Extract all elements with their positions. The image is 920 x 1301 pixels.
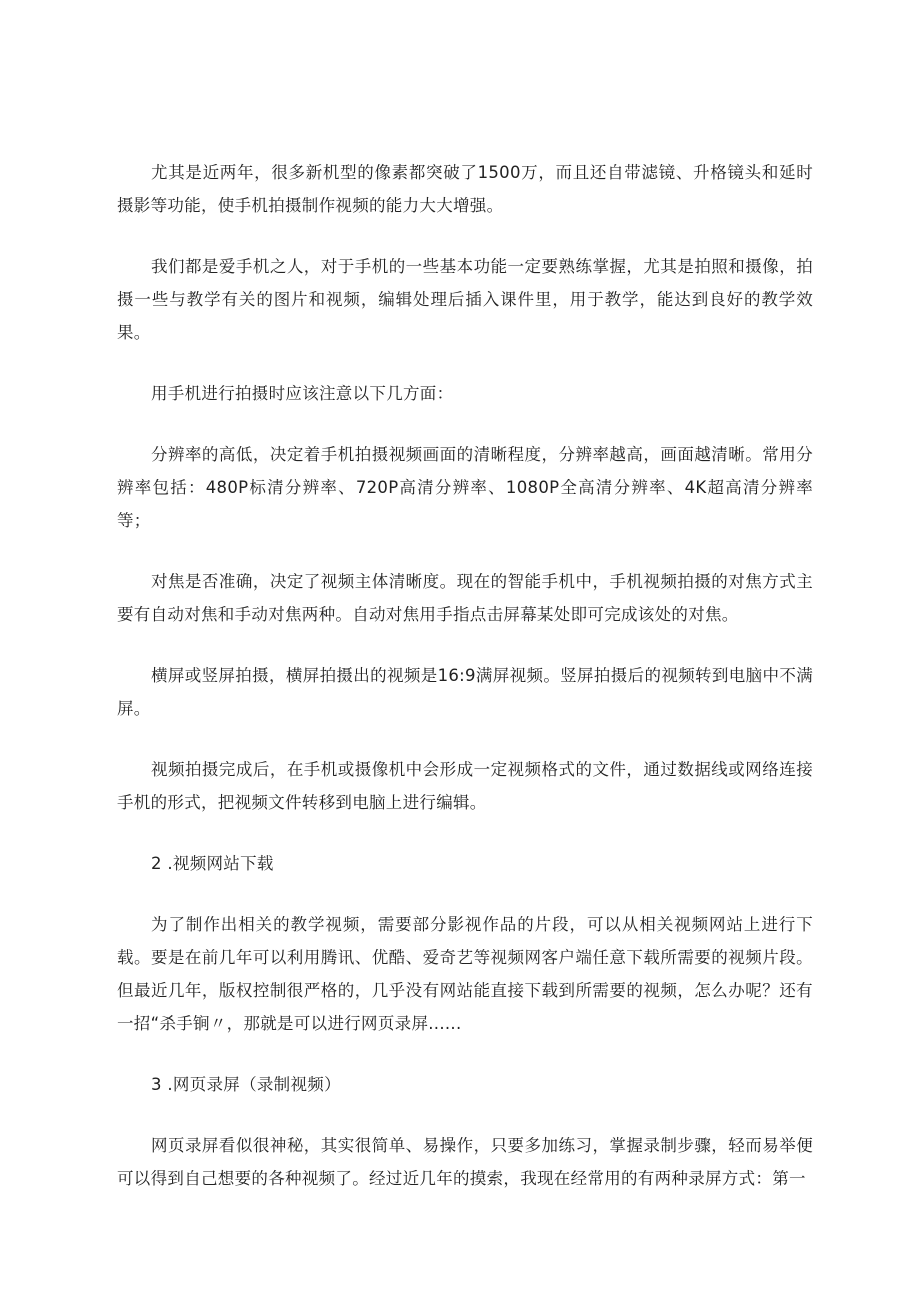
paragraph-focus: 对焦是否准确，决定了视频主体清晰度。现在的智能手机中，手机视频拍摄的对焦方式主要有自动对焦和手动对焦两种。自动对焦用手指点击屏幕某处即可完成该处的对焦。	[117, 572, 813, 624]
paragraph-download: 为了制作出相关的教学视频，需要部分影视作品的片段，可以从相关视频网站上进行下载。要是在前几年可以利用腾讯、优酷、爱奇艺等视频网客户端任意下载所需要的视频片段。但最近几年，版权控制很严格的，几乎没有网站能直接下载到所需要的视频，怎么办呢？还有一招“杀手锏〃，那就是可以进行网页录屏......	[117, 915, 813, 1033]
section-heading-video-download: 2 .视频网站下载	[151, 854, 274, 873]
paragraph-transfer: 视频拍摄完成后，在手机或摄像机中会形成一定视频格式的文件，通过数据线或网络连接手机的形式，把视频文件转移到电脑上进行编辑。	[117, 760, 813, 812]
section-heading-screen-recording: 3 .网页录屏（录制视频）	[151, 1075, 341, 1094]
paragraph-orientation: 横屏或竖屏拍摄，横屏拍摄出的视频是16:9满屏视频。竖屏拍摄后的视频转到电脑中不满屏。	[117, 666, 813, 718]
paragraph-pixel-intro: 尤其是近两年，很多新机型的像素都突破了1500万，而且还自带滤镜、升格镜头和延时摄影等功能，使手机拍摄制作视频的能力大大增强。	[117, 163, 813, 215]
paragraph-shooting-notes: 用手机进行拍摄时应该注意以下几方面：	[151, 384, 454, 403]
paragraph-resolution: 分辨率的高低，决定着手机拍摄视频画面的清晰程度，分辨率越高，画面越清晰。常用分辨率包括：480P标清分辨率、720P高清分辨率、1080P全高清分辨率、4K超高清分辨率等；	[117, 445, 813, 530]
paragraph-screen-recording: 网页录屏看似很神秘，其实很简单、易操作，只要多加练习，掌握录制步骤，轻而易举便可以得到自己想要的各种视频了。经过近几年的摸索，我现在经常用的有两种录屏方式：第一	[117, 1136, 813, 1188]
document-body	[117, 156, 813, 1223]
paragraph-phone-skills: 我们都是爱手机之人，对于手机的一些基本功能一定要熟练掌握，尤其是拍照和摄像，拍摄一些与教学有关的图片和视频，编辑处理后插入课件里，用于教学，能达到良好的教学效果。	[117, 257, 813, 342]
